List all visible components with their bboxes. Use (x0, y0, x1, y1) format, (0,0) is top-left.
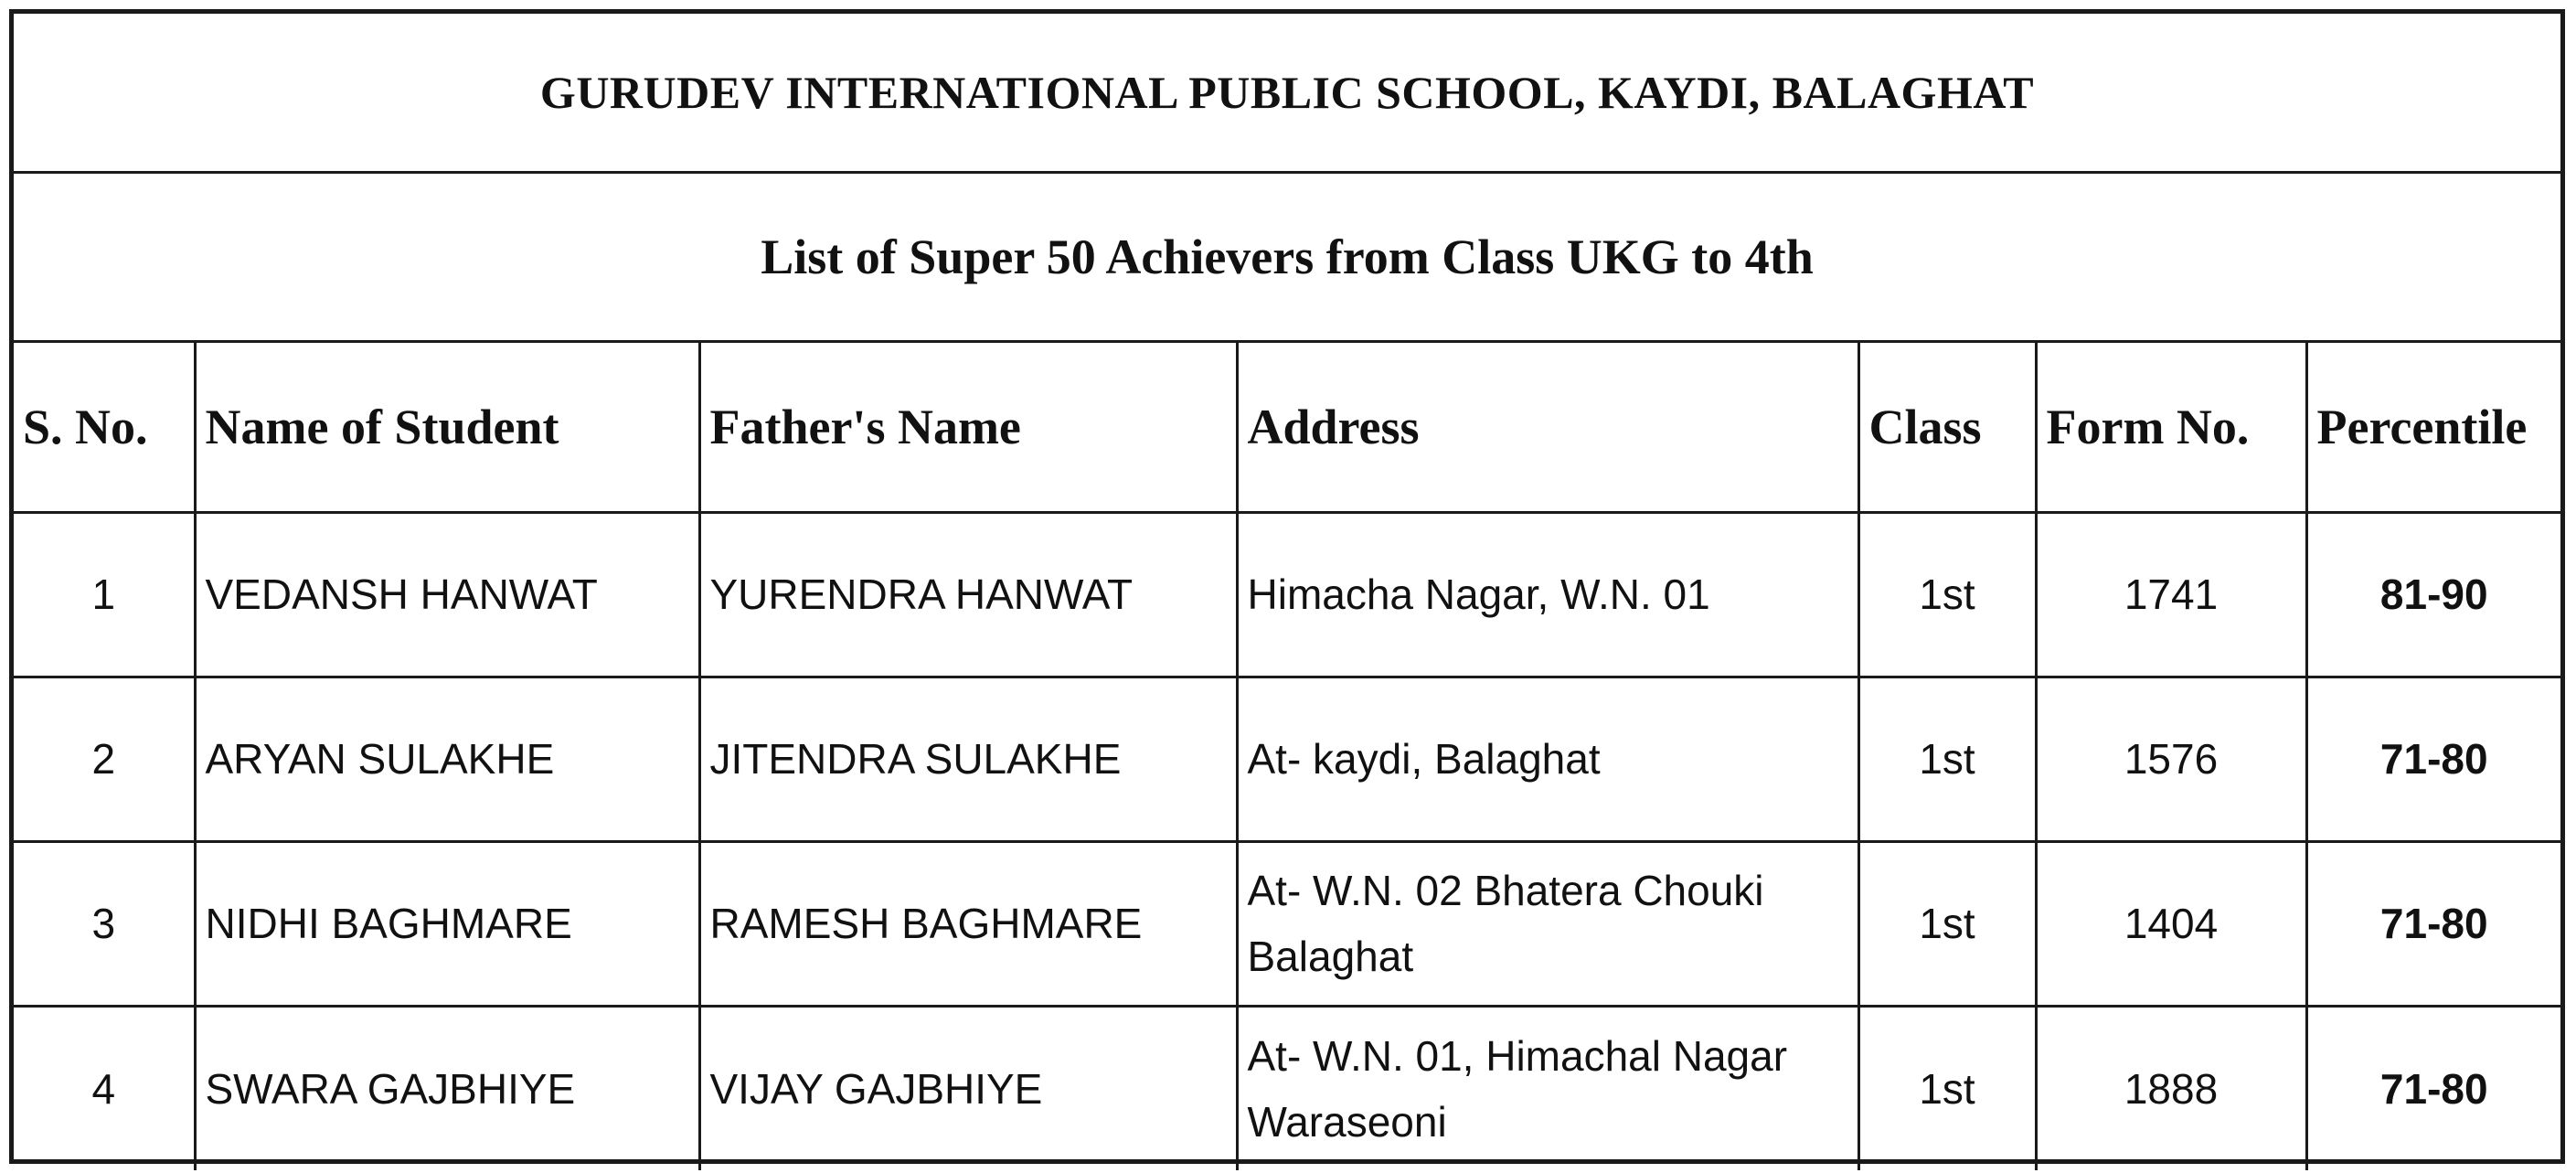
cell-address: Himacha Nagar, W.N. 01 (1237, 512, 1858, 677)
cell-student-name: ARYAN SULAKHE (195, 677, 699, 841)
cell-percentile: 71-80 (2306, 677, 2560, 841)
cell-student-name: VEDANSH HANWAT (195, 512, 699, 677)
cell-sno: 3 (14, 841, 195, 1006)
cell-father-name: RAMESH BAGHMARE (699, 841, 1237, 1006)
cell-percentile: 71-80 (2306, 841, 2560, 1006)
table-row (14, 841, 2560, 1006)
cell-address: At- W.N. 02 Bhatera Chouki Balaghat (1237, 841, 1858, 1006)
cell-form-no: 1741 (2036, 512, 2306, 677)
cell-class: 1st (1858, 841, 2036, 1006)
cell-student-name: SWARA GAJBHIYE (195, 1006, 699, 1170)
school-title-row (14, 14, 2560, 174)
column-header-form-no: Form No. (2036, 343, 2306, 512)
column-header-class: Class (1858, 343, 2036, 512)
cell-sno: 1 (14, 512, 195, 677)
table-header-row (14, 343, 2560, 512)
column-header-percentile: Percentile (2306, 343, 2560, 512)
column-header-student-name: Name of Student (195, 343, 699, 512)
cell-address: At- W.N. 01, Himachal Nagar Waraseoni (1237, 1006, 1858, 1170)
cell-form-no: 1888 (2036, 1006, 2306, 1170)
list-title: List of Super 50 Achievers from Class UKG to 4th (761, 229, 1814, 284)
column-header-sno: S. No. (14, 343, 195, 512)
cell-address: At- kaydi, Balaghat (1237, 677, 1858, 841)
cell-form-no: 1404 (2036, 841, 2306, 1006)
school-name: GURUDEV INTERNATIONAL PUBLIC SCHOOL, KAYDI, BALAGHAT (539, 67, 2035, 118)
cell-form-no: 1576 (2036, 677, 2306, 841)
achievers-sheet (9, 9, 2565, 1164)
cell-sno: 2 (14, 677, 195, 841)
cell-father-name: YURENDRA HANWAT (699, 512, 1237, 677)
cell-class: 1st (1858, 677, 2036, 841)
cell-student-name: NIDHI BAGHMARE (195, 841, 699, 1006)
cell-percentile: 71-80 (2306, 1006, 2560, 1170)
column-header-father-name: Father's Name (699, 343, 1237, 512)
cell-class: 1st (1858, 512, 2036, 677)
cell-class: 1st (1858, 1006, 2036, 1170)
cell-sno: 4 (14, 1006, 195, 1170)
table-row (14, 512, 2560, 677)
cell-father-name: JITENDRA SULAKHE (699, 677, 1237, 841)
column-header-address: Address (1237, 343, 1858, 512)
cell-father-name: VIJAY GAJBHIYE (699, 1006, 1237, 1170)
table-row (14, 1006, 2560, 1170)
achievers-table (14, 343, 2560, 1170)
table-row (14, 677, 2560, 841)
cell-percentile: 81-90 (2306, 512, 2560, 677)
list-title-row (14, 174, 2560, 343)
